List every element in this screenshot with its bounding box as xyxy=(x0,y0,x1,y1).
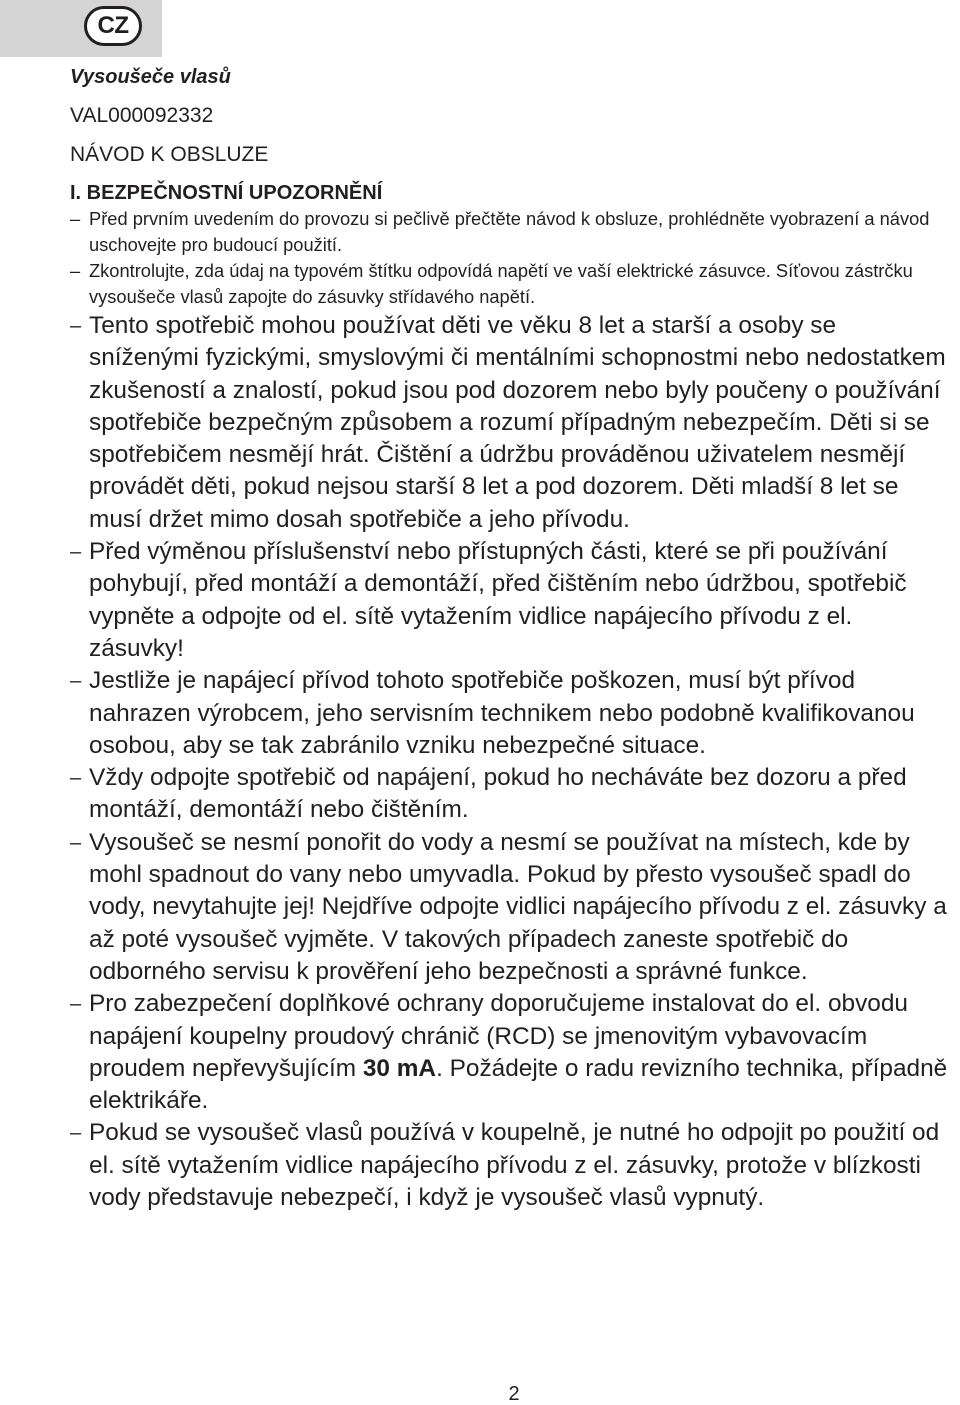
safety-item-rcd xyxy=(70,988,950,1117)
safety-item: – Před prvním uvedením do provozu si pečlivě přečtěte návod k obsluze, prohlédněte vyobrazení a návod uschovejte pro budoucí použití. xyxy=(70,206,950,258)
safety-item: – Před výměnou příslušenství nebo přístupných části, které se při používání pohybují, před montáží a demontáží, před čištěním nebo údržbou, spotřebič vypněte a odpojte od el. sítě vytažením vidlice napájecího přívodu z el. zásuvky! xyxy=(70,536,950,665)
document-title: Vysoušeče vlasů xyxy=(70,66,231,88)
safety-item: – Tento spotřebič mohou používat děti ve věku 8 let a starší a osoby se sníženými fyzickými, smyslovými či mentálními schopnostmi nebo nedostatkem zkušeností a znalostí, pokud jsou pod dozorem nebo byly poučeny o používání spotřebiče bezpečným způsobem a rozumí případným nebezpečím. Děti si se spotřebičem nesmějí hrát. Čištění a údržbu prováděnou uživatelem nesmějí provádět děti, pokud nejsou starší 8 let a pod dozorem. Děti mladší 8 let se musí držet mimo dosah spotřebiče a jeho přívodu. xyxy=(70,310,950,536)
section-heading: I. BEZPEČNOSTNÍ UPOZORNĚNÍ xyxy=(70,182,383,204)
safety-item: – Vždy odpojte spotřebič od napájení, pokud ho necháváte bez dozoru a před montáží, demontáží nebo čištěním. xyxy=(70,762,950,827)
safety-item: – Zkontrolujte, zda údaj na typovém štítku odpovídá napětí ve vaší elektrické zásuvce. Síťovou zástrčku vysoušeče vlasů zapojte do zásuvky střídavého napětí. xyxy=(70,258,950,310)
safety-item: – Vysoušeč se nesmí ponořit do vody a nesmí se používat na místech, kde by mohl spadnout do vany nebo umyvadla. Pokud by přesto vysoušeč spadl do vody, nevytahujte jej! Nejdříve odpojte vidlici napájecího přívodu z el. zásuvky a až poté vysoušeč vyjměte. V takových případech zaneste spotřebič do odborného servisu k prověření jeho bezpečnosti a správné funkce. xyxy=(70,827,950,988)
safety-list-large xyxy=(70,310,950,1214)
safety-item: – Pokud se vysoušeč vlasů používá v koupelně, je nutné ho odpojit po použití od el. sítě vytažením vidlice napájecího přívodu z el. zásuvky, protože v blízkosti vody představuje nebezpečí, i když je vysoušeč vlasů vypnutý. xyxy=(70,1117,950,1214)
manual-content xyxy=(70,62,950,1214)
model-code: VAL000092332 xyxy=(70,104,214,127)
safety-list-small xyxy=(70,206,950,310)
page-number: 2 xyxy=(508,1383,520,1405)
manual-label: NÁVOD K OBSLUZE xyxy=(70,143,269,166)
safety-item: – Jestliže je napájecí přívod tohoto spotřebiče poškozen, musí být přívod nahrazen výrobcem, jeho servisním technikem nebo podobně kvalifikovanou osobou, aby se tak zabránilo vzniku nebezpečné situace. xyxy=(70,665,950,762)
rcd-text-before: Pro zabezpečení doplňkové ochrany doporučujeme instalovat do el. obvodu napájení koupelny proudový chránič (RCD) se jmenovitým vybavovacím proudem nepřevyšujícím xyxy=(89,990,908,1082)
rcd-text-after: . Požádejte o radu revizního technika, případně elektrikáře. xyxy=(89,1054,948,1115)
language-badge: CZ xyxy=(84,6,142,46)
rcd-current-value: 30 mA xyxy=(362,1054,437,1082)
language-tab xyxy=(0,0,162,57)
